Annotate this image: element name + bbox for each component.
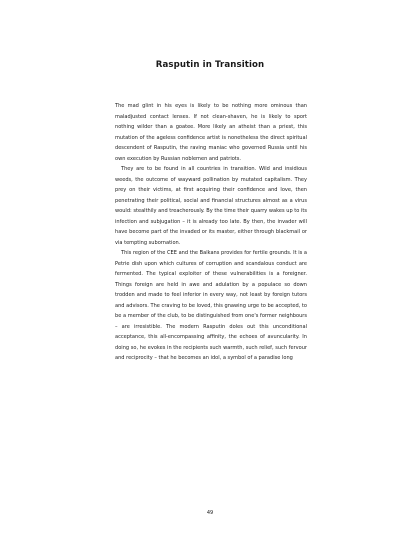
paragraph-2: They are to be found in all countries in transition. Wild and insidious weeds, the outcome of wayward pollination by mutated capitalism. They prey on their victims, at first acquiring their confidence and love, then penetrating their political, social and financial structures almost as a virus would: stealthily and treacherously. By the time their quarry wakes up to its infection and subjugation – it is already too late. By then, the invader will have become part of the invaded or its master, either through blackmail or via tempting subornation. (115, 166, 307, 246)
paragraph-1: The mad glint in his eyes is likely to be nothing more ominous than maladjusted contact lenses. If not clean-shaven, he is likely to sport nothing wilder than a goatee. More likely an atheist than a priest, this mutation of the ageless confidence artist is nonetheless the direct spiritual descendent of Rasputin, the raving maniac who governed Russia until his own execution by Russian noblemen and patriots. (115, 103, 307, 162)
body-text (115, 101, 307, 364)
paragraph-3: This region of the CEE and the Balkans provides for fertile grounds. It is a Petrie dish upon which cultures of corruption and scandalous conduct are fermented. The typical exploiter of these vulnerabilities is a foreigner. Things foreign are held in awe and adulation by a populace so down trodden and made to feel inferior in every way, not least by foreign tutors and advisors. The craving to be loved, this gnawing urge to be accepted, to be a member of the club, to be distinguished from one's former neighbours – are irresistible. The modern Rasputin doles out this unconditional acceptance, this all-encompassing affinity, the echoes of avuncularity. In doing so, he evokes in the recipients such warmth, such relief, such fervour and reciprocity – that he becomes an idol, a symbol of a paradise long (115, 250, 307, 361)
page-number: 49 (206, 510, 214, 516)
page-title: Rasputin in Transition (155, 60, 265, 70)
